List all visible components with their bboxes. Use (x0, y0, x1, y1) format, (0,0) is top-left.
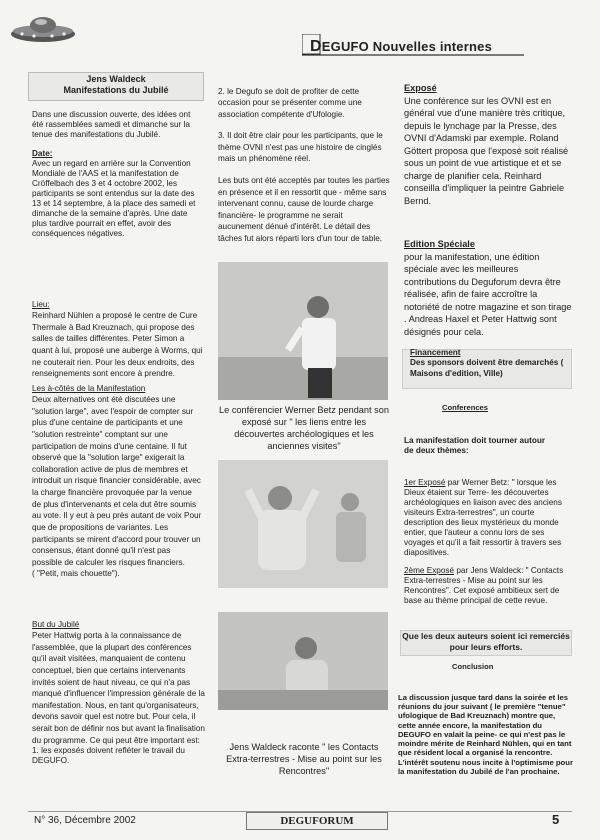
lieu-heading: Lieu: (32, 300, 50, 309)
financing-heading: Financement (410, 348, 461, 357)
conferences-heading: Conferences (442, 403, 489, 412)
expose-1 (404, 478, 572, 558)
article-heading (28, 72, 204, 101)
jens-waldeck-figure (218, 612, 388, 710)
header-initial: D (310, 38, 322, 55)
conclusion-text: La discussion jusque tard dans la soirée et les réunions du jour suivant ( le première "tenue" ufologique de Bad Kreuznach) montre que, cette année encore, la manifestation du DEGUFO en valait la peine- ce qui n'est pas le moindre mérite de Reinhard Nühlen, qui en tant que résident local a organisé la rencontre. L'intérêt soutenu nous incite à l'optimisme pour la manifestation du Jubilé de l'an prochaine. (398, 693, 573, 776)
acotes-quote: ( "Petit, mais chouette"). (32, 568, 120, 578)
page-number: 5 (552, 812, 560, 827)
conferences-intro: La manifestation doit tourner autour de deux thèmes: (404, 436, 546, 455)
col3-edition (404, 238, 572, 338)
expose-1-label: 1er Exposé (404, 478, 446, 487)
magazine-name: DEGUFORUM (246, 812, 388, 830)
conclusion-heading: Conclusion (452, 662, 494, 671)
audience-figure (218, 460, 388, 588)
col3-expose (404, 82, 574, 207)
col1-top (32, 110, 200, 239)
acotes-heading: Les à-côtés de la Manifestation (32, 384, 146, 393)
thanks-box: Que les deux auteurs soient ici remerciés pour leurs efforts. (400, 630, 572, 656)
goal-3: 3. Il doit être clair pour les participants, que le thème OVNI n'est pas une histoire de cinglés mais un phénomène réel. (218, 131, 383, 164)
photo-audience (218, 460, 388, 588)
caption-werner-betz: Le conférencier Werner Betz pendant son exposé sur " les liens entre les découvertes archéologiques et les anciennes visites" (219, 405, 389, 451)
date-heading: Date: (32, 149, 53, 158)
col1-lieu (32, 300, 204, 380)
expose-2-label: 2ème Exposé (404, 566, 455, 575)
expose-heading: Exposé (404, 83, 437, 93)
caption-jens-waldeck: Jens Waldeck raconte " les Contacts Extra-terrestres - Mise au point sur les Rencontres" (226, 742, 382, 776)
acotes-text: Deux alternatives ont été discutées une "solution large", avec l'espoir de compter sur plus d'une centaine de participants et une "solution restreinte" comptant sur une participation de moins d'une centaine. Il fut observé que la "solution large" exigerait la collaboration active de plus de membres et introduit un risque financier considérable, avec la charge financière provoquée par la venue de plus d'intervenants et cela dut être soumis au vote. Il y eut à peu près autant de voix Pour que de propositions de variantes. Les participants se mirent d'accord pour trouver un consensus, étant donné qu'il n'est pas possible de calculer les risques financiers. (32, 395, 202, 567)
ufo-logo (8, 10, 78, 50)
date-text: Avec un regard en arrière sur la Convention Mondiale de l'AAS et la manifestation de Cröffelbach des 3 et 4 octobre 2002, les participants se sont entendus sur la date des 13 et 14 septembre, à la place des samedi et dimanche de la semaine d'après. Une date plus tardive pourrait en effet, avoir des conséquences négatives. (32, 159, 196, 238)
expose-2-text: par Jens Waldeck: " Contacts Extra-terrestres - Mise au point sur les Rencontres". Cet exposé ambitieux sert de base au thème principal de cette revue. (404, 566, 564, 605)
but-item-1: 1. les exposés doivent refléter le travail du DEGUFO. (32, 746, 185, 766)
header-title-rest: EGUFO Nouvelles internes (321, 39, 492, 54)
col1-acotes (32, 384, 202, 579)
expose-text: Une conférence sur les OVNI est en général vue d'une manière très critique, depuis le lynchage par la Presse, des OVNI d'Adamski par exemple. Roland Göttert proposa que l'exposé soit réalisé sous un point de vue artistique et et se charge de planifier cela. Reinhard conseilla d'impliquer la peintre Gabriele Bernd. (404, 95, 569, 206)
photo-werner-betz (218, 262, 388, 400)
edition-heading: Edition Spéciale (404, 239, 475, 249)
issue-info: N° 36, Décembre 2002 (34, 815, 136, 826)
lieu-text: Reinhard Nühlen a proposé le centre de Cure Thermale à Bad Kreuznach, qui propose des salles de tailles différentes. Peter Simon a quant à lui, proposé une auberge à Worms, qui ne couterait rien. Pour les deux endroits, des renseignements sont encore à prendre. (32, 311, 203, 379)
page-header-title (310, 38, 492, 56)
goals-summary: Les buts ont été acceptés par toutes les parties en présence et il en ressortit que - même sans intervenant connu, cause de lourde charge financière- le programme ne serait aucunement dénué d'intérêt. Le détail des tâches fut alors réparti lors d'un tour de table. (218, 175, 390, 244)
col2-text (218, 86, 390, 245)
article-author: Jens Waldeck (86, 74, 146, 84)
goal-2: 2. le Degufo se doit de profiter de cette occasion pour se présenter comme une association compétente d'Ufologie. (218, 87, 362, 119)
financing-text: Des sponsors doivent être demarchés ( Maisons d'edition, Ville) (410, 358, 564, 378)
intro-text: Dans une discussion ouverte, des idées ont été rassemblées samedi et dimanche sur la tenue des manifestations du Jubilé. (32, 110, 191, 139)
but-heading: But du Jubilé (32, 620, 80, 629)
photo-jens-waldeck (218, 612, 388, 710)
edition-text: pour la manifestation, une édition spéciale avec les meilleures contributions du Deguforum devra être réalisée, afin de faire accroître la notoriété de notre magazine et son tirage . Andreas Haxel et Peter Hattwig sont désignés pour cela. (404, 251, 572, 337)
expose-2 (404, 566, 572, 606)
col3-financement (410, 348, 570, 379)
article-title: Manifestations du Jubilé (63, 85, 169, 95)
expose-1-text: par Werner Betz: " lorsque les Dieux étaient sur Terre- les découvertes archéologiques en liaison avec des anciens visiteurs Extra-terrestres", un courte description des lieux mystérieux du monde entier, que l'auteur a connu lors de ses voyages et qu'il a fait ressortir à travers ses diapositives. (404, 478, 562, 557)
speaker-figure (218, 262, 388, 400)
but-text: Peter Hattwig porta à la connaissance de l'assemblée, que la plupart des conférences qu'il avait visitées, manquaient de contenu conceptuel, bien que certains intervenants invités soient de haut niveau, ce qui n'a pas manqué d'influencer l'impression générale de la manifestation. Nous, en tant qu'organisateurs, devons savoir quel est notre but. Pour cela, il serait bon de définir nos but avant la finalisation du programme. Ce qui peut être important est: (32, 631, 205, 745)
col1-but (32, 620, 208, 766)
